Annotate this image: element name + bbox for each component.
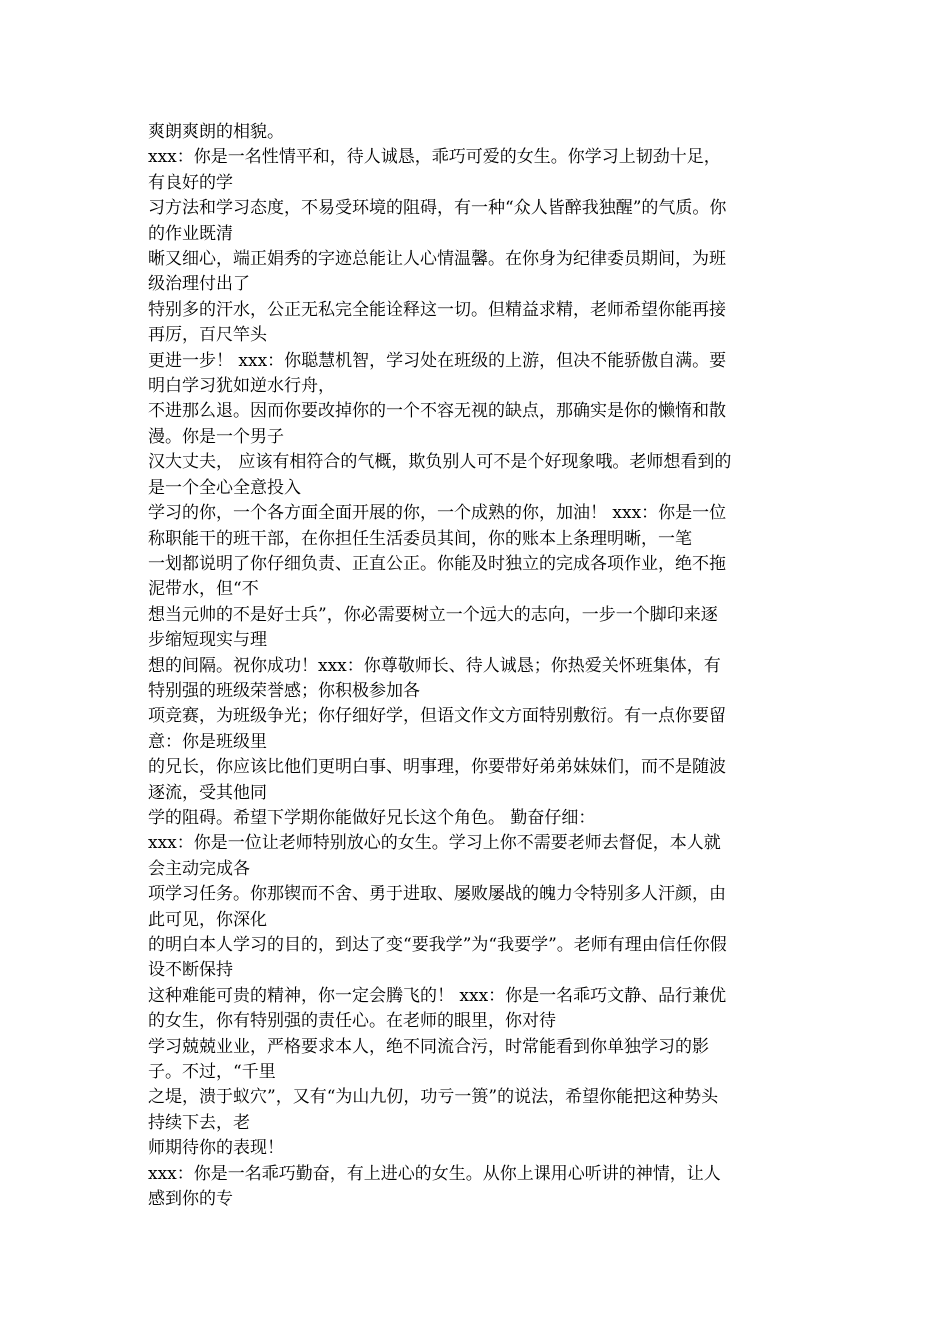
text-line: 晰又细心，端正娟秀的字迹总能让人心情温馨。在你身为纪律委员期间，为班: [148, 249, 726, 270]
text-line: 的明白本人学习的目的，到达了变“要我学”为“我要学”。老师有理由信任你假: [148, 935, 727, 955]
text-line: 明白学习犹如逆水行舟，: [148, 376, 335, 397]
text-line: 想的间隔。祝你成功！xxx：你尊敬师长、待人诚恳；你热爱关怀班集体，有: [148, 655, 721, 676]
text-line: 学的阻碍。希望下学期你能做好兄长这个角色。 勤奋仔细：: [148, 807, 596, 828]
text-line: 泥带水，但“不: [148, 579, 259, 600]
text-line: 设不断保持: [148, 960, 233, 981]
text-line: 项竞赛，为班级争光；你仔细好学，但语文作文方面特别敷衍。有一点你要留: [148, 706, 726, 727]
text-line: 漫。你是一个男子: [148, 426, 284, 447]
text-line: 再厉，百尺竿头: [148, 325, 267, 346]
text-line: 的女生，你有特别强的责任心。在老师的眼里，你对待: [148, 1011, 556, 1032]
text-line: 逐流，受其他同: [148, 782, 267, 803]
text-line: 学习的你，一个各方面全面开展的你，一个成熟的你，加油！ xxx：你是一位: [148, 503, 727, 524]
text-line: 持续下去，老: [148, 1112, 250, 1133]
text-line: 会主动完成各: [148, 858, 250, 879]
text-line: 之堤，溃于蚁穴”，又有“为山九仞，功亏一篑”的说法，希望你能把这种势头: [148, 1087, 719, 1108]
text-line: 感到你的专: [148, 1189, 233, 1210]
text-line: 想当元帅的不是好士兵”，你必需要树立一个远大的志向，一步一个脚印来逐: [148, 604, 718, 625]
text-line: 汉大丈夫， 应该有相符合的气概，欺负别人可不是个好现象哦。老师想看到的: [148, 452, 732, 473]
text-line: 项学习任务。你那锲而不舍、勇于进取、屡败屡战的魄力令特别多人汗颜，由: [148, 884, 726, 905]
text-line: xxx：你是一名乖巧勤奋，有上进心的女生。从你上课用心听讲的神情，让人: [148, 1163, 721, 1184]
text-line: 是一个全心全意投入: [148, 477, 301, 498]
text-line: 有良好的学: [148, 172, 233, 193]
text-line: 子。不过，“千里: [148, 1062, 276, 1083]
text-line: xxx：你是一名性情平和，待人诚恳，乖巧可爱的女生。你学习上韧劲十足，: [148, 147, 721, 168]
text-line: 此可见，你深化: [148, 909, 267, 930]
text-line: 这种难能可贵的精神，你一定会腾飞的！ xxx：你是一名乖巧文静、品行兼优: [148, 985, 727, 1006]
text-line: 称职能干的班干部，在你担任生活委员其间，你的账本上条理明晰，一笔: [148, 528, 692, 549]
text-line: 的兄长，你应该比他们更明白事、明事理，你要带好弟弟妹妹们，而不是随波: [148, 757, 726, 778]
text-line: 级治理付出了: [148, 274, 250, 295]
text-line: 学习兢兢业业，严格要求本人，绝不同流合污，时常能看到你单独学习的影: [148, 1036, 709, 1057]
text-line: xxx：你是一位让老师特别放心的女生。学习上你不需要老师去督促，本人就: [148, 833, 721, 854]
text-line: 不进那么退。因而你要改掉你的一个不容无视的缺点，那确实是你的懒惰和散: [148, 401, 726, 422]
text-line: 意：你是班级里: [148, 731, 267, 752]
text-line: 爽朗爽朗的相貌。: [148, 122, 284, 142]
text-line: 一划都说明了你仔细负责、正直公正。你能及时独立的完成各项作业，绝不拖: [148, 553, 726, 574]
text-line: 更进一步！ xxx：你聪慧机智，学习处在班级的上游，但决不能骄傲自满。要: [148, 350, 727, 371]
text-line: 的作业既清: [148, 223, 233, 244]
text-line: 习方法和学习态度，不易受环境的阻碍，有一种“众人皆醉我独醒”的气质。你: [148, 198, 727, 219]
text-line: 特别多的汗水，公正无私完全能诠释这一切。但精益求精，老师希望你能再接: [148, 299, 726, 320]
text-line: 步缩短现实与理: [148, 630, 267, 651]
text-line: 师期待你的表现！: [148, 1138, 284, 1159]
text-line: 特别强的班级荣誉感；你积极参加各: [148, 680, 420, 701]
body-text: [148, 120, 808, 1212]
